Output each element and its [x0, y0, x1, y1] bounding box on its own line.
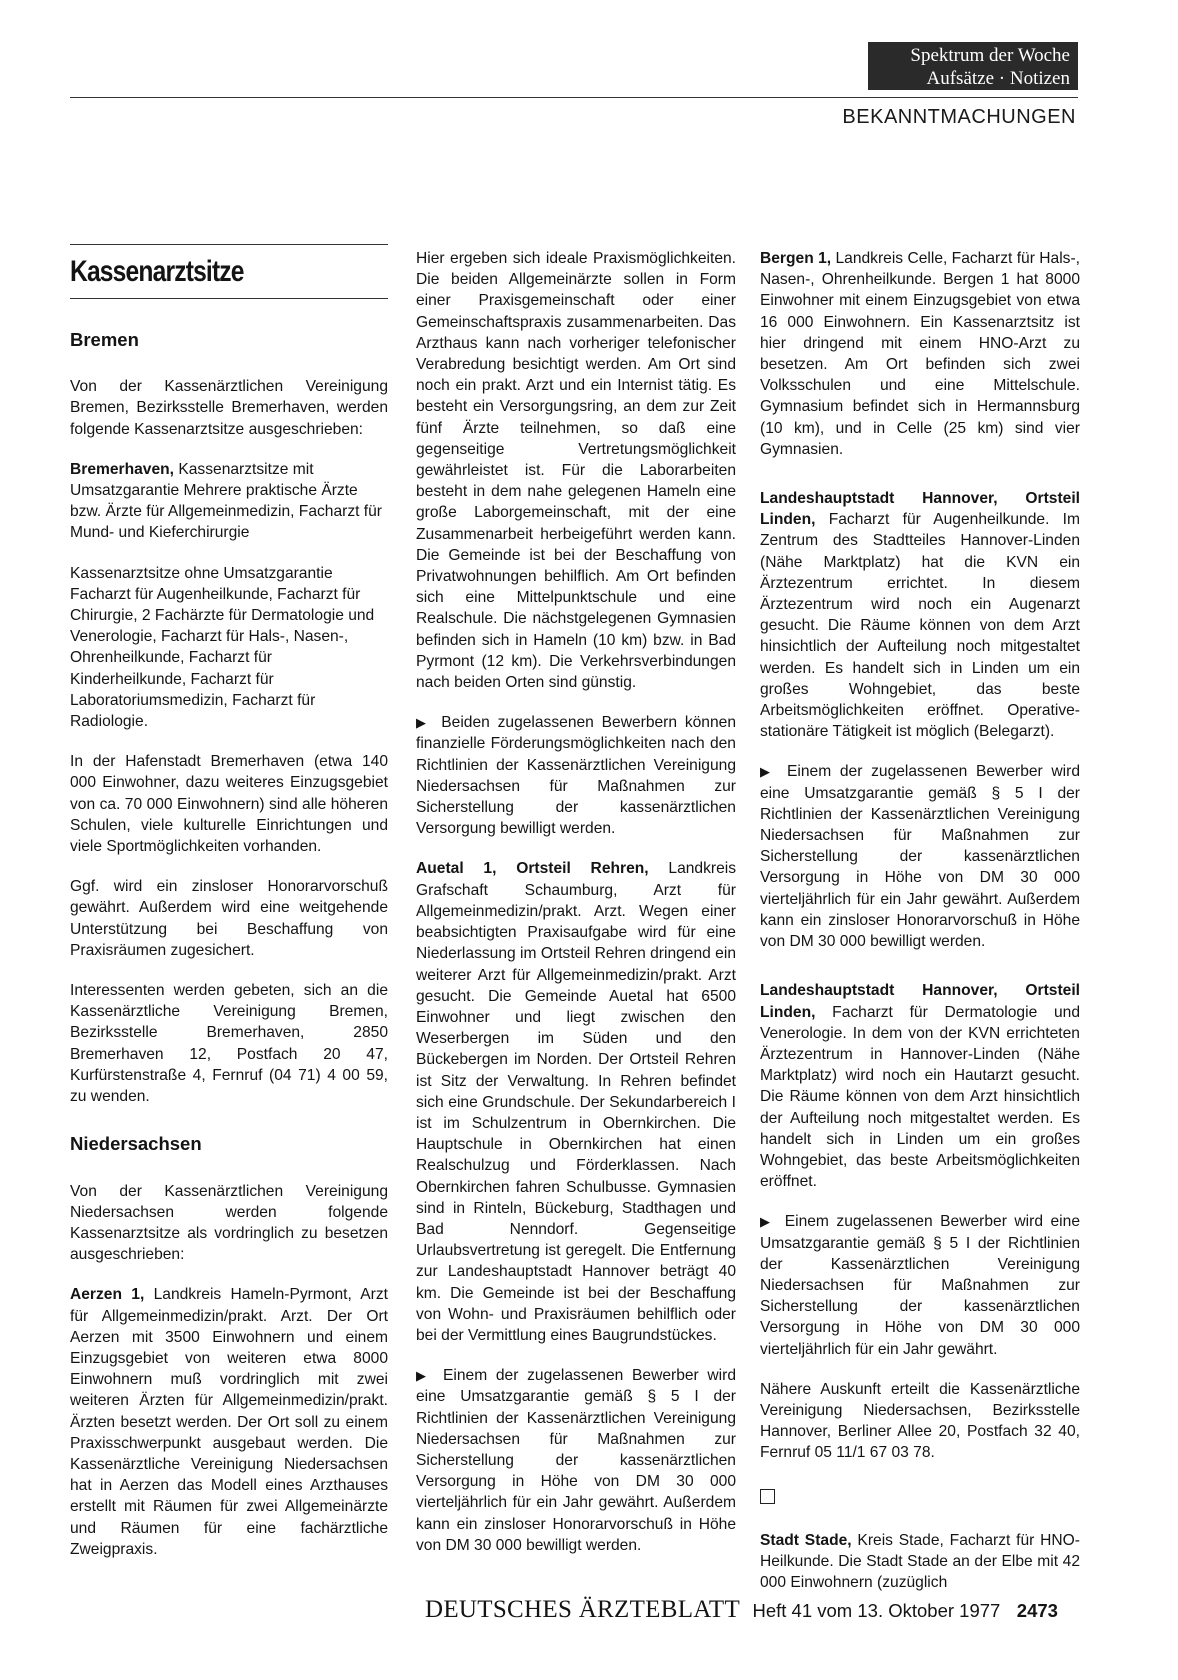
paragraph: [760, 1530, 1080, 1594]
column-3: [760, 248, 1080, 1612]
title-block: [70, 244, 388, 299]
section-badge: [868, 42, 1078, 90]
paragraph: [760, 1211, 1080, 1359]
paragraph: [416, 1365, 736, 1556]
column-1: [70, 244, 388, 1579]
paragraph: [70, 459, 388, 544]
triangle-marker-icon: ▶: [760, 764, 775, 780]
paragraph: [416, 712, 736, 839]
paragraph: Interessenten werden gebeten, sich an die Kassenärztliche Vereinigung Bremen, Bezirksstelle Bremerhaven, 2850 Bremerhaven 12, Postfach 20 47, Kurfürstenstraße 4, Fernruf (04 71) 4 00 59, zu wenden.: [70, 982, 388, 1106]
paragraph: Von der Kassenärztlichen Vereinigung Niedersachsen werden folgende Kassenarztsitze als vordringlich zu besetzen ausgeschrieben:: [70, 1182, 388, 1264]
paragraph-lead: Bremerhaven,: [70, 460, 175, 478]
column-2: [416, 248, 736, 1575]
triangle-marker-icon: ▶: [416, 1368, 431, 1384]
page-title: Kassenarztsitze: [70, 255, 244, 288]
triangle-marker-icon: ▶: [416, 715, 430, 731]
paragraph: Nähere Auskunft erteilt die Kassenärztliche Vereinigung Niedersachsen, Bezirksstelle Hannover, Berliner Allee 20, Postfach 32 40, Fernruf 05 11/1 67 03 78.: [760, 1380, 1080, 1462]
paragraph-lead: Auetal 1, Ortsteil Rehren,: [416, 860, 649, 878]
heading-niedersachsen: Niedersachsen: [70, 1133, 202, 1155]
end-mark-square-icon: [760, 1489, 775, 1504]
paragraph-text: Kreis Stade, Facharzt für HNO-Heilkunde. Die Stadt Stade an der Elbe mit 42 000 Einwohnern (zuzüglich: [760, 1531, 1080, 1592]
paragraph: [416, 858, 736, 1346]
paragraph-text: Facharzt für Augenheilkunde. Im Zentrum des Stadtteiles Hannover-Linden (Nähe Marktplatz) hat die KVN ein Ärztezentrum errichtet. In diesem Ärztezentrum wird noch ein Augenarzt gesucht. Die Räume können von dem Arzt hinsichtlich der Aufteilung noch mitgestaltet werden. Es handelt sich in Linden um ein großes Wohngebiet, das beste Arbeitsmöglichkeiten eröffnet. Operative-stationäre Tätigkeit ist möglich (Belegarzt).: [760, 511, 1080, 741]
paragraph-text: Landkreis Hameln-Pyrmont, Arzt für Allgemeinmedizin/prakt. Arzt. Der Ort Aerzen mit 3500 Einwohnern und einem Einzugsgebiet von weiteren etwa 8000 Einwohnern muß vordringlich mit zwei weiteren Ärzten für Allgemeinmedizin/prakt. Ärzten besetzt werden. Der Ort soll zu einem Praxisschwerpunkt ausgebaut werden. Die Kassenärztliche Vereinigung Niedersachsen hat in Aerzen das Modell eines Arzthauses erstellt mit Räumen für zwei Allgemeinärzte und Räumen für eine fachärztliche Zweigpraxis.: [70, 1286, 388, 1558]
paragraph: Hier ergeben sich ideale Praxismöglichkeiten. Die beiden Allgemeinärzte sollen in Form einer Praxisgemeinschaft oder einer Gemeinschaftspraxis zusammenarbeiten. Das Arzthaus kann nach vorheriger telefonischer Verabredung besichtigt werden. Am Ort sind noch ein prakt. Arzt und ein Internist tätig. Es besteht ein Versorgungsring, an dem zur Zeit fünf Ärzte teilnehmen, so daß eine gegenseitige Vertretungsmöglichkeit gewährleistet ist. Für die Laborarbeiten besteht in dem nahe gelegenen Hameln eine große Laborgemeinschaft, mit der eine Zusammenarbeit herbeigeführt werden kann. Die Gemeinde ist bei der Beschaffung von Privatwohnungen behilflich. Am Ort befinden sich eine Mittelpunktschule und eine Realschule. Die nächstgelegenen Gymnasien befinden sich in Hameln (10 km) bzw. in Bad Pyrmont (12 km). Die Verkehrsverbindungen nach beiden Orten sind günstig.: [416, 250, 736, 692]
paragraph-text: Einem zugelassenen Bewerber wird eine Umsatzgarantie gemäß § 5 I der Richtlinien der Kassenärztlichen Vereinigung Niedersachsen für Maßnahmen zur Sicherstellung der kassenärztlichen Versorgung in Höhe von DM 30 000 vierteljährlich für ein Jahr gewährt.: [760, 1213, 1080, 1358]
paragraph: Von der Kassenärztlichen Vereinigung Bremen, Bezirksstelle Bremerhaven, werden folgende Kassenarztsitze ausgeschrieben:: [70, 378, 388, 438]
paragraph-text: Einem der zugelassenen Bewerber wird eine Umsatzgarantie gemäß § 5 I der Richtlinien der Kassenärztlichen Vereinigung Niedersachsen für Maßnahmen zur Sicherstellung der kassenärztlichen Versorgung in Höhe von DM 30 000 vierteljährlich für ein Jahr gewährt. Außerdem kann ein zinsloser Honorarvorschuß in Höhe von DM 30 000 bewilligt werden.: [760, 763, 1081, 951]
paragraph-lead: Bergen 1,: [760, 250, 832, 267]
paragraph: In der Hafenstadt Bremerhaven (etwa 140 000 Einwohner, dazu weiteres Einzugsgebiet von ca. 70 000 Einwohnern) sind alle höheren Schulen, viele kulturelle Einrichtungen und viele Sportmöglichkeiten vorhanden.: [70, 753, 388, 856]
page-footer: [425, 1596, 1078, 1624]
badge-line-1: Spektrum der Woche: [910, 45, 1070, 66]
paragraph-lead: Landeshauptstadt Hannover, Ortsteil Linden,: [760, 490, 1080, 529]
paragraph: Ggf. wird ein zinsloser Honorarvorschuß gewährt. Außerdem wird eine weitgehende Unterstützung bei Beschaffung von Praxisräumen zugesichert.: [70, 878, 388, 959]
paragraph: [760, 248, 1080, 460]
paragraph-lead: Stadt Stade,: [760, 1531, 852, 1549]
paragraph: [70, 1284, 388, 1560]
paragraph-text: Einem der zugelassenen Bewerber wird eine Umsatzgarantie gemäß § 5 I der Richtlinien der Kassenärztlichen Vereinigung Niedersachsen für Maßnahmen zur Sicherstellung der kassenärztlichen Versorgung in Höhe von DM 30 000 vierteljährlich für ein Jahr gewährt. Außerdem kann ein zinsloser Honorarvorschuß in Höhe von DM 30 000 bewilligt werden.: [416, 1367, 737, 1554]
section-label: BEKANNTMACHUNGEN: [842, 106, 1076, 128]
page-number: 2473: [1016, 1600, 1058, 1621]
issue-info: Heft 41 vom 13. Oktober 1977: [752, 1600, 1001, 1621]
paragraph-text: Landkreis Celle, Facharzt für Hals-, Nasen-, Ohrenheilkunde. Bergen 1 hat 8000 Einwohner mit einem Einzugsgebiet von etwa 16 000 Einwohnern. Ein Kassenarztsitz ist hier dringend mit einem HNO-Arzt zu besetzen. Am Ort befinden sich zwei Volksschulen und eine Mittelschule. Gymnasium befindet sich in Hermannsburg (10 km), und in Celle (25 km) sind vier Gymnasien.: [760, 250, 1080, 458]
paragraph-text: Kassenarztsitze mit Umsatzgarantie Mehrere praktische Ärzte bzw. Ärzte für Allgemeinmedizin, Facharzt für Mund- und Kieferchirurgie: [70, 460, 382, 542]
paragraph-lead: Landeshauptstadt Hannover, Ortsteil Linden,: [760, 982, 1080, 1021]
paragraph-text: Facharzt für Dermatologie und Venerologie. In dem von der KVN errichteten Ärztezentrum in Hannover-Linden (Nähe Marktplatz) wird noch ein Hautarzt gesucht. Die Räume können von dem Arzt hinsichtlich der Aufteilung noch mitgestaltet werden. Es handelt sich in Linden um ein großes Wohngebiet, das beste Arbeitsmöglichkeiten eröffnet.: [760, 1003, 1080, 1191]
paragraph: [760, 488, 1080, 742]
badge-line-2: Aufsätze · Notizen: [926, 68, 1070, 89]
paragraph-text: Beiden zugelassenen Bewerbern können finanzielle Förderungsmöglichkeiten nach den Richtlinien der Kassenärztlichen Vereinigung Niedersachsen für Maßnahmen zur Sicherstellung der kassenärztlichen Versorgung bewilligt werden.: [416, 714, 736, 838]
paragraph: [760, 980, 1080, 1192]
paragraph-text: Landkreis Grafschaft Schaumburg, Arzt für Allgemeinmedizin/prakt. Arzt. Wegen einer beabsichtigten Praxisaufgabe wird für eine Niederlassung im Ortsteil Rehren dringend ein weiterer Arzt für Allgemeinmedizin/prakt. Arzt gesucht. Die Gemeinde Auetal hat 6500 Einwohner und liegt zwischen den Weserbergen im Süden und den Bückebergen im Norden. Der Ortsteil Rehren ist Sitz der Verwaltung. In Rehren befindet sich eine Grundschule. Der Sekundarbereich I ist im Schulzentrum in Obernkirchen. Die Hauptschule in Obernkirchen hat einen Realschulzug und Förderklassen. Nach Obernkirchen fahren Schulbusse. Gymnasien sind in Rinteln, Bückeburg, Stadthagen und Bad Nenndorf. Gegenseitige Urlaubsvertretung ist geregelt. Die Entfernung zur Landeshauptstadt Hannover beträgt 40 km. Die Gemeinde ist bei der Beschaffung von Wohn- und Praxisräumen behilflich oder bei der Vermittlung eines Baugrundstückes.: [416, 860, 737, 1344]
heading-bremen: Bremen: [70, 329, 139, 350]
journal-name: DEUTSCHES ÄRZTEBLATT: [425, 1596, 741, 1623]
paragraph: [760, 761, 1080, 952]
paragraph-lead: Aerzen 1,: [70, 1286, 145, 1304]
paragraph: Kassenarztsitze ohne Umsatzgarantie Facharzt für Augenheilkunde, Facharzt für Chirurgie, 2 Fachärzte für Dermatologie und Venerologie, Facharzt für Hals-, Nasen-, Ohrenheilkunde, Facharzt für Kinderheilkunde, Facharzt für Laboratoriumsmedizin, Facharzt für Radiologie.: [70, 564, 375, 731]
triangle-marker-icon: ▶: [760, 1214, 774, 1230]
top-rule: [70, 97, 1078, 98]
